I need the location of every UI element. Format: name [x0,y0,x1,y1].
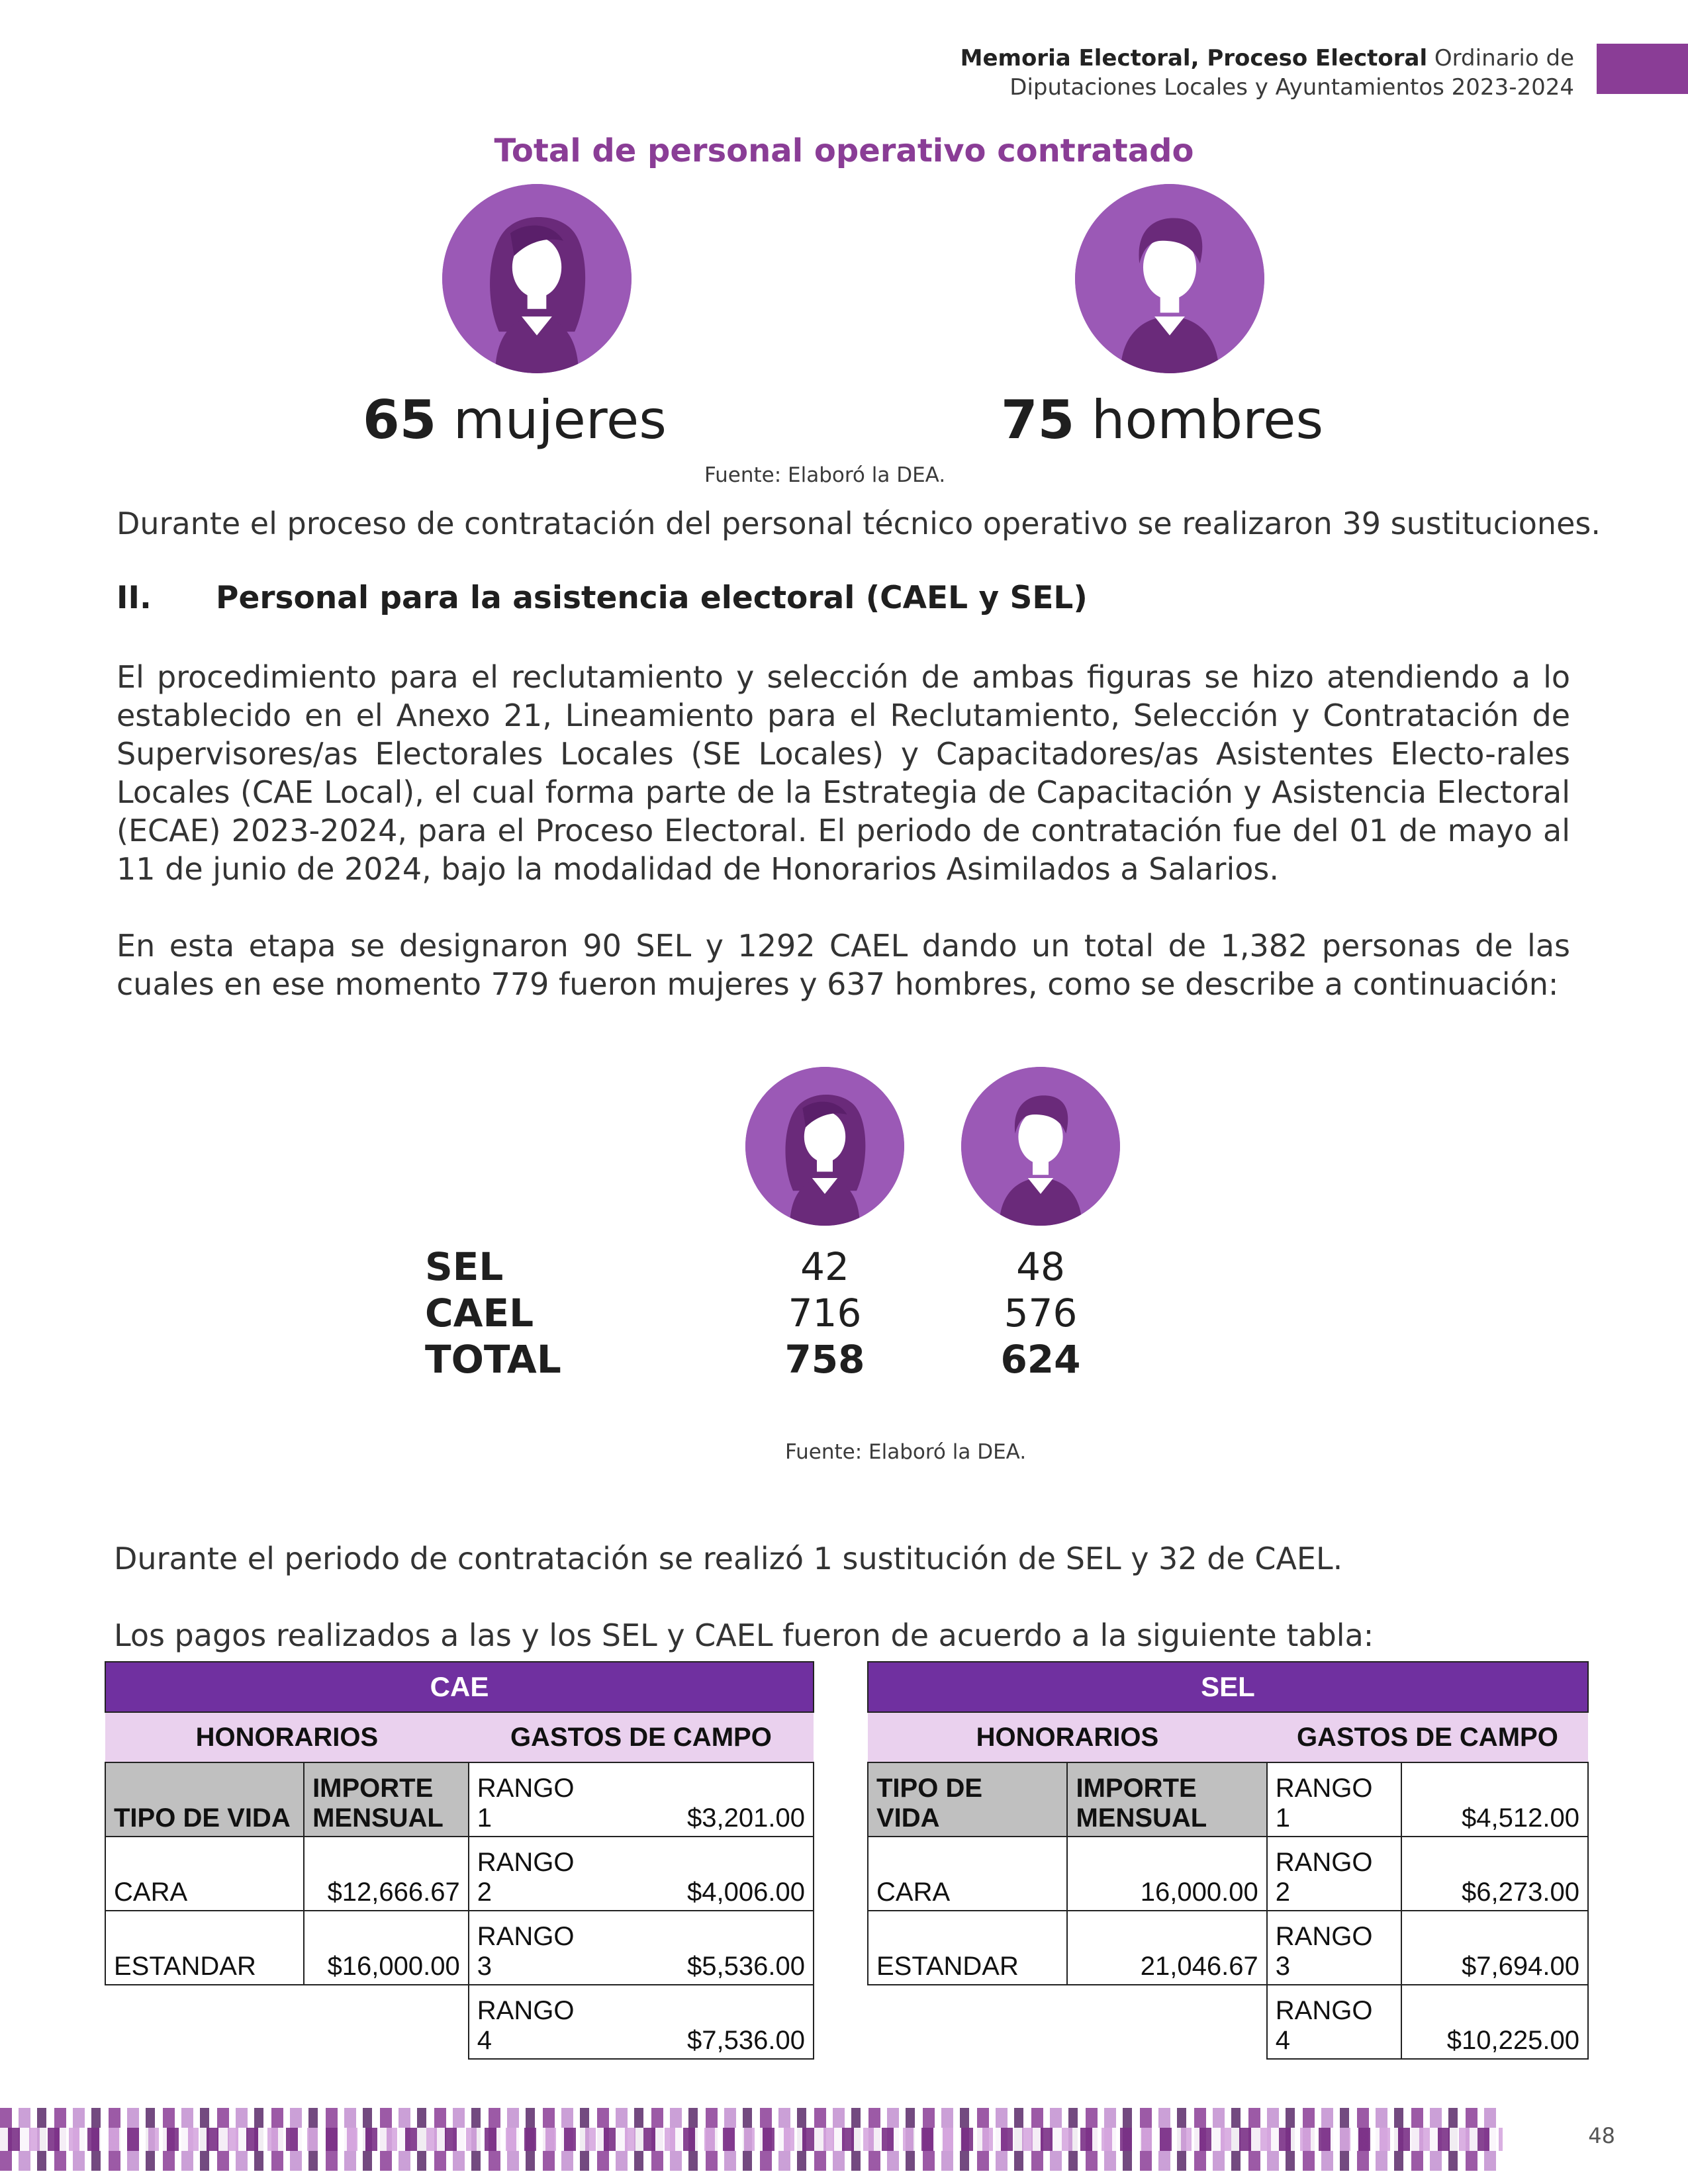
stat-cael-women: 716 [788,1291,862,1336]
sel-rango-num: 2 [1275,1878,1290,1907]
women-count: 65 [363,389,437,451]
cae-rango-num: 1 [477,1803,492,1833]
sel-rango-amount: $6,273.00 [1401,1837,1588,1911]
woman-avatar-small-icon [745,1067,904,1226]
table-row [469,1837,583,1911]
cae-table-title: CAE [105,1662,814,1712]
stat-total-men: 624 [1000,1337,1081,1382]
procedure-paragraph: El procedimiento para el reclutamiento y selección de ambas figuras se hizo atendiendo a lo establecido en el Anexo 21, Lineamiento para el Reclutamiento, Selección y Contratación de Supervisores/as Electorales Locales (SE Locales) y Capacitadores/as Asistentes Electo-rales Locales (CAE Local), el cual forma parte de la Estrategia de Capacitación y Asistencia Electoral (ECAE) 2023-2024, para el Proceso Electoral. El periodo de contratación fue del 01 de mayo al 11 de junio de 2024, bajo la modalidad de Honorarios Asimilados a Salarios. [117,659,1570,887]
table-row [1267,1911,1402,1985]
sel-rango-label: RANGO [1275,1996,1373,2025]
sel-rango-amount: $7,694.00 [1401,1911,1588,1985]
man-avatar-icon [1075,184,1264,373]
table-row [1267,1985,1402,2059]
running-header [961,44,1574,102]
stat-total-women: 758 [784,1337,865,1382]
table-row [469,1762,583,1837]
sel-tipo-estandar: ESTANDAR [868,1911,1067,1985]
stat-sel-men: 48 [1016,1244,1065,1289]
sel-rango-amount: $10,225.00 [1401,1985,1588,2059]
sel-col-tipo-line1: TIPO DE [876,1774,983,1803]
woman-avatar-icon [442,184,632,373]
sel-rango-label: RANGO [1275,1922,1373,1951]
period-paragraph: Durante el periodo de contratación se realizó 1 sustitución de SEL y 32 de CAEL. [114,1541,1343,1576]
sel-col-importe-line1: IMPORTE [1076,1774,1197,1803]
stat-label-sel: SEL [425,1244,504,1289]
cae-rango-amount: $3,201.00 [582,1762,814,1837]
sel-col-tipo-line2: VIDA [876,1803,940,1833]
sel-table-title: SEL [868,1662,1588,1712]
cae-honorarios-header: HONORARIOS [105,1712,469,1762]
cae-rango-label: RANGO [477,1774,575,1803]
stat-label-cael: CAEL [425,1291,534,1336]
men-label: hombres [1074,389,1324,451]
source-note-1: Fuente: Elaboró la DEA. [704,463,946,487]
sel-tipo-cara: CARA [868,1837,1067,1911]
cae-col-importe [304,1762,469,1837]
payments-paragraph: Los pagos realizados a las y los SEL y CAEL fueron de acuerdo a la siguiente tabla: [114,1617,1374,1653]
embroidery-border-detail [0,2128,1503,2151]
heading-number: II. [117,580,152,616]
header-line2: Diputaciones Locales y Ayuntamientos 2023-2024 [1009,74,1574,101]
sel-importe-estandar: 21,046.67 [1067,1911,1266,1985]
sel-rango-num: 3 [1275,1952,1290,1981]
cae-rango-amount: $5,536.00 [582,1911,814,1985]
men-count: 75 [1001,389,1075,451]
cae-rango-label: RANGO [477,1996,575,2025]
table-row [469,1911,583,1985]
empty-cell [868,1985,1067,2059]
table-row [469,1985,583,2059]
header-title-rest: Ordinario de [1427,45,1574,71]
cae-importe-estandar: $16,000.00 [304,1911,469,1985]
stat-sel-women: 42 [800,1244,849,1289]
cae-rango-num: 2 [477,1878,492,1907]
cae-rango-num: 4 [477,2026,492,2055]
sel-gastos-header: GASTOS DE CAMPO [1267,1712,1588,1762]
men-total [1001,389,1323,451]
cae-tipo-cara: CARA [105,1837,304,1911]
section-title: Total de personal operativo contratado [494,132,1194,169]
substitutions-paragraph: Durante el proceso de contratación del personal técnico operativo se realizaron 39 sustituciones. [117,506,1601,541]
cae-rango-amount: $4,006.00 [582,1837,814,1911]
cae-gastos-header: GASTOS DE CAMPO [469,1712,814,1762]
sel-rango-label: RANGO [1275,1774,1373,1803]
header-title-bold: Memoria Electoral, Proceso Electoral [960,45,1428,71]
sel-rango-label: RANGO [1275,1848,1373,1877]
cae-tipo-estandar: ESTANDAR [105,1911,304,1985]
sel-col-tipo [868,1762,1067,1837]
source-note-2: Fuente: Elaboró la DEA. [785,1440,1027,1464]
table-row [1267,1762,1402,1837]
stat-cael-men: 576 [1004,1291,1078,1336]
empty-cell [304,1985,469,2059]
empty-cell [1067,1985,1266,2059]
stat-label-total: TOTAL [425,1337,561,1382]
sel-importe-cara: 16,000.00 [1067,1837,1266,1911]
sel-rango-amount: $4,512.00 [1401,1762,1588,1837]
cae-importe-cara: $12,666.67 [304,1837,469,1911]
sel-col-importe [1067,1762,1266,1837]
table-row [1267,1837,1402,1911]
cae-rango-amount: $7,536.00 [582,1985,814,2059]
sel-col-importe-line2: MENSUAL [1076,1803,1207,1833]
cae-rango-label: RANGO [477,1922,575,1951]
cae-payment-table [105,1661,814,2060]
man-avatar-small-icon [961,1067,1120,1226]
empty-cell [105,1985,304,2059]
cae-rango-num: 3 [477,1952,492,1981]
sel-payment-table [867,1661,1589,2060]
heading-text: Personal para la asistencia electoral (CAEL y SEL) [216,580,1088,616]
page-number: 48 [1588,2123,1615,2148]
women-total [363,389,667,451]
cae-col-importe-line1: IMPORTE [312,1774,434,1803]
section-heading [117,580,1088,616]
cae-col-importe-line2: MENSUAL [312,1803,444,1833]
cae-col-tipo: TIPO DE VIDA [105,1762,304,1837]
designation-paragraph: En esta etapa se designaron 90 SEL y 1292 CAEL dando un total de 1,382 personas de las cuales en ese momento 779 fueron mujeres y 637 hombres, como se describe a continuación: [117,928,1570,1002]
sel-rango-num: 1 [1275,1803,1290,1833]
cae-rango-label: RANGO [477,1848,575,1877]
header-accent-bar [1597,44,1688,94]
women-label: mujeres [436,389,667,451]
sel-rango-num: 4 [1275,2026,1290,2055]
sel-honorarios-header: HONORARIOS [868,1712,1267,1762]
